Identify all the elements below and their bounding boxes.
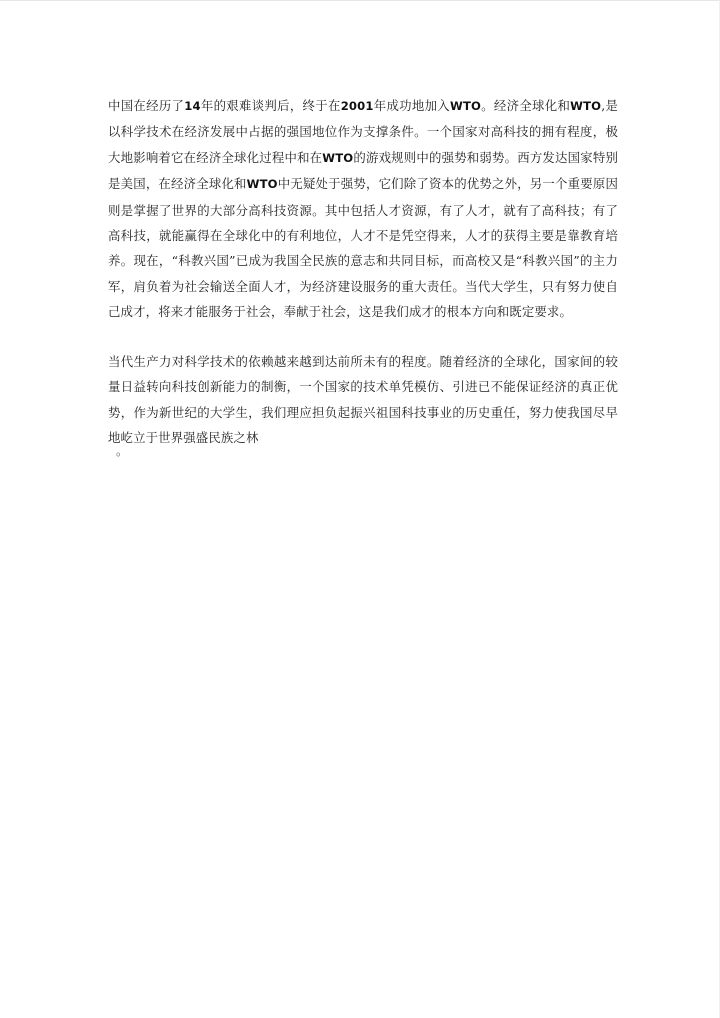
- paragraph-block-1: [108, 93, 618, 325]
- trailing-period: 。: [116, 444, 129, 458]
- paragraph-1: 中国在经历了14年的艰难谈判后，终于在2001年成功地加入WTO。经济全球化和WTO,是以科学技术在经济发展中占据的强国地位作为支撑条件。一个国家对高科技的拥有程度，极大地影响着它在经济全球化过程中和在WTO的游戏规则中的强势和弱势。西方发达国家特别是美国，在经济全球化和WTO中无疑处于强势，它们除了资本的优势之外，另一个重要原因则是掌握了世界的大部分高科技资源。其中包括人才资源，有了人才，就有了高科技；有了高科技，就能赢得在全球化中的有利地位，人才不是凭空得来，人才的获得主要是靠教育培养。现在，“科教兴国”已成为我国全民族的意志和共同目标，而高校又是“科教兴国”的主力军，肩负着为社会输送全面人才，为经济建设服务的重大责任。当代大学生，只有努力使自己成才，将来才能服务于社会，奉献于社会，这是我们成才的根本方向和既定要求。: [108, 98, 618, 320]
- paragraph-block-2: [108, 349, 618, 451]
- paragraph-2: 当代生产力对科学技术的依赖越来越到达前所未有的程度。随着经济的全球化，国家间的较量日益转向科技创新能力的制衡，一个国家的技术单凭模仿、引进已不能保证经济的真正优势，作为新世纪的大学生，我们理应担负起振兴祖国科技事业的历史重任，努力使我国尽早地屹立于世界强盛民族之林: [108, 354, 618, 446]
